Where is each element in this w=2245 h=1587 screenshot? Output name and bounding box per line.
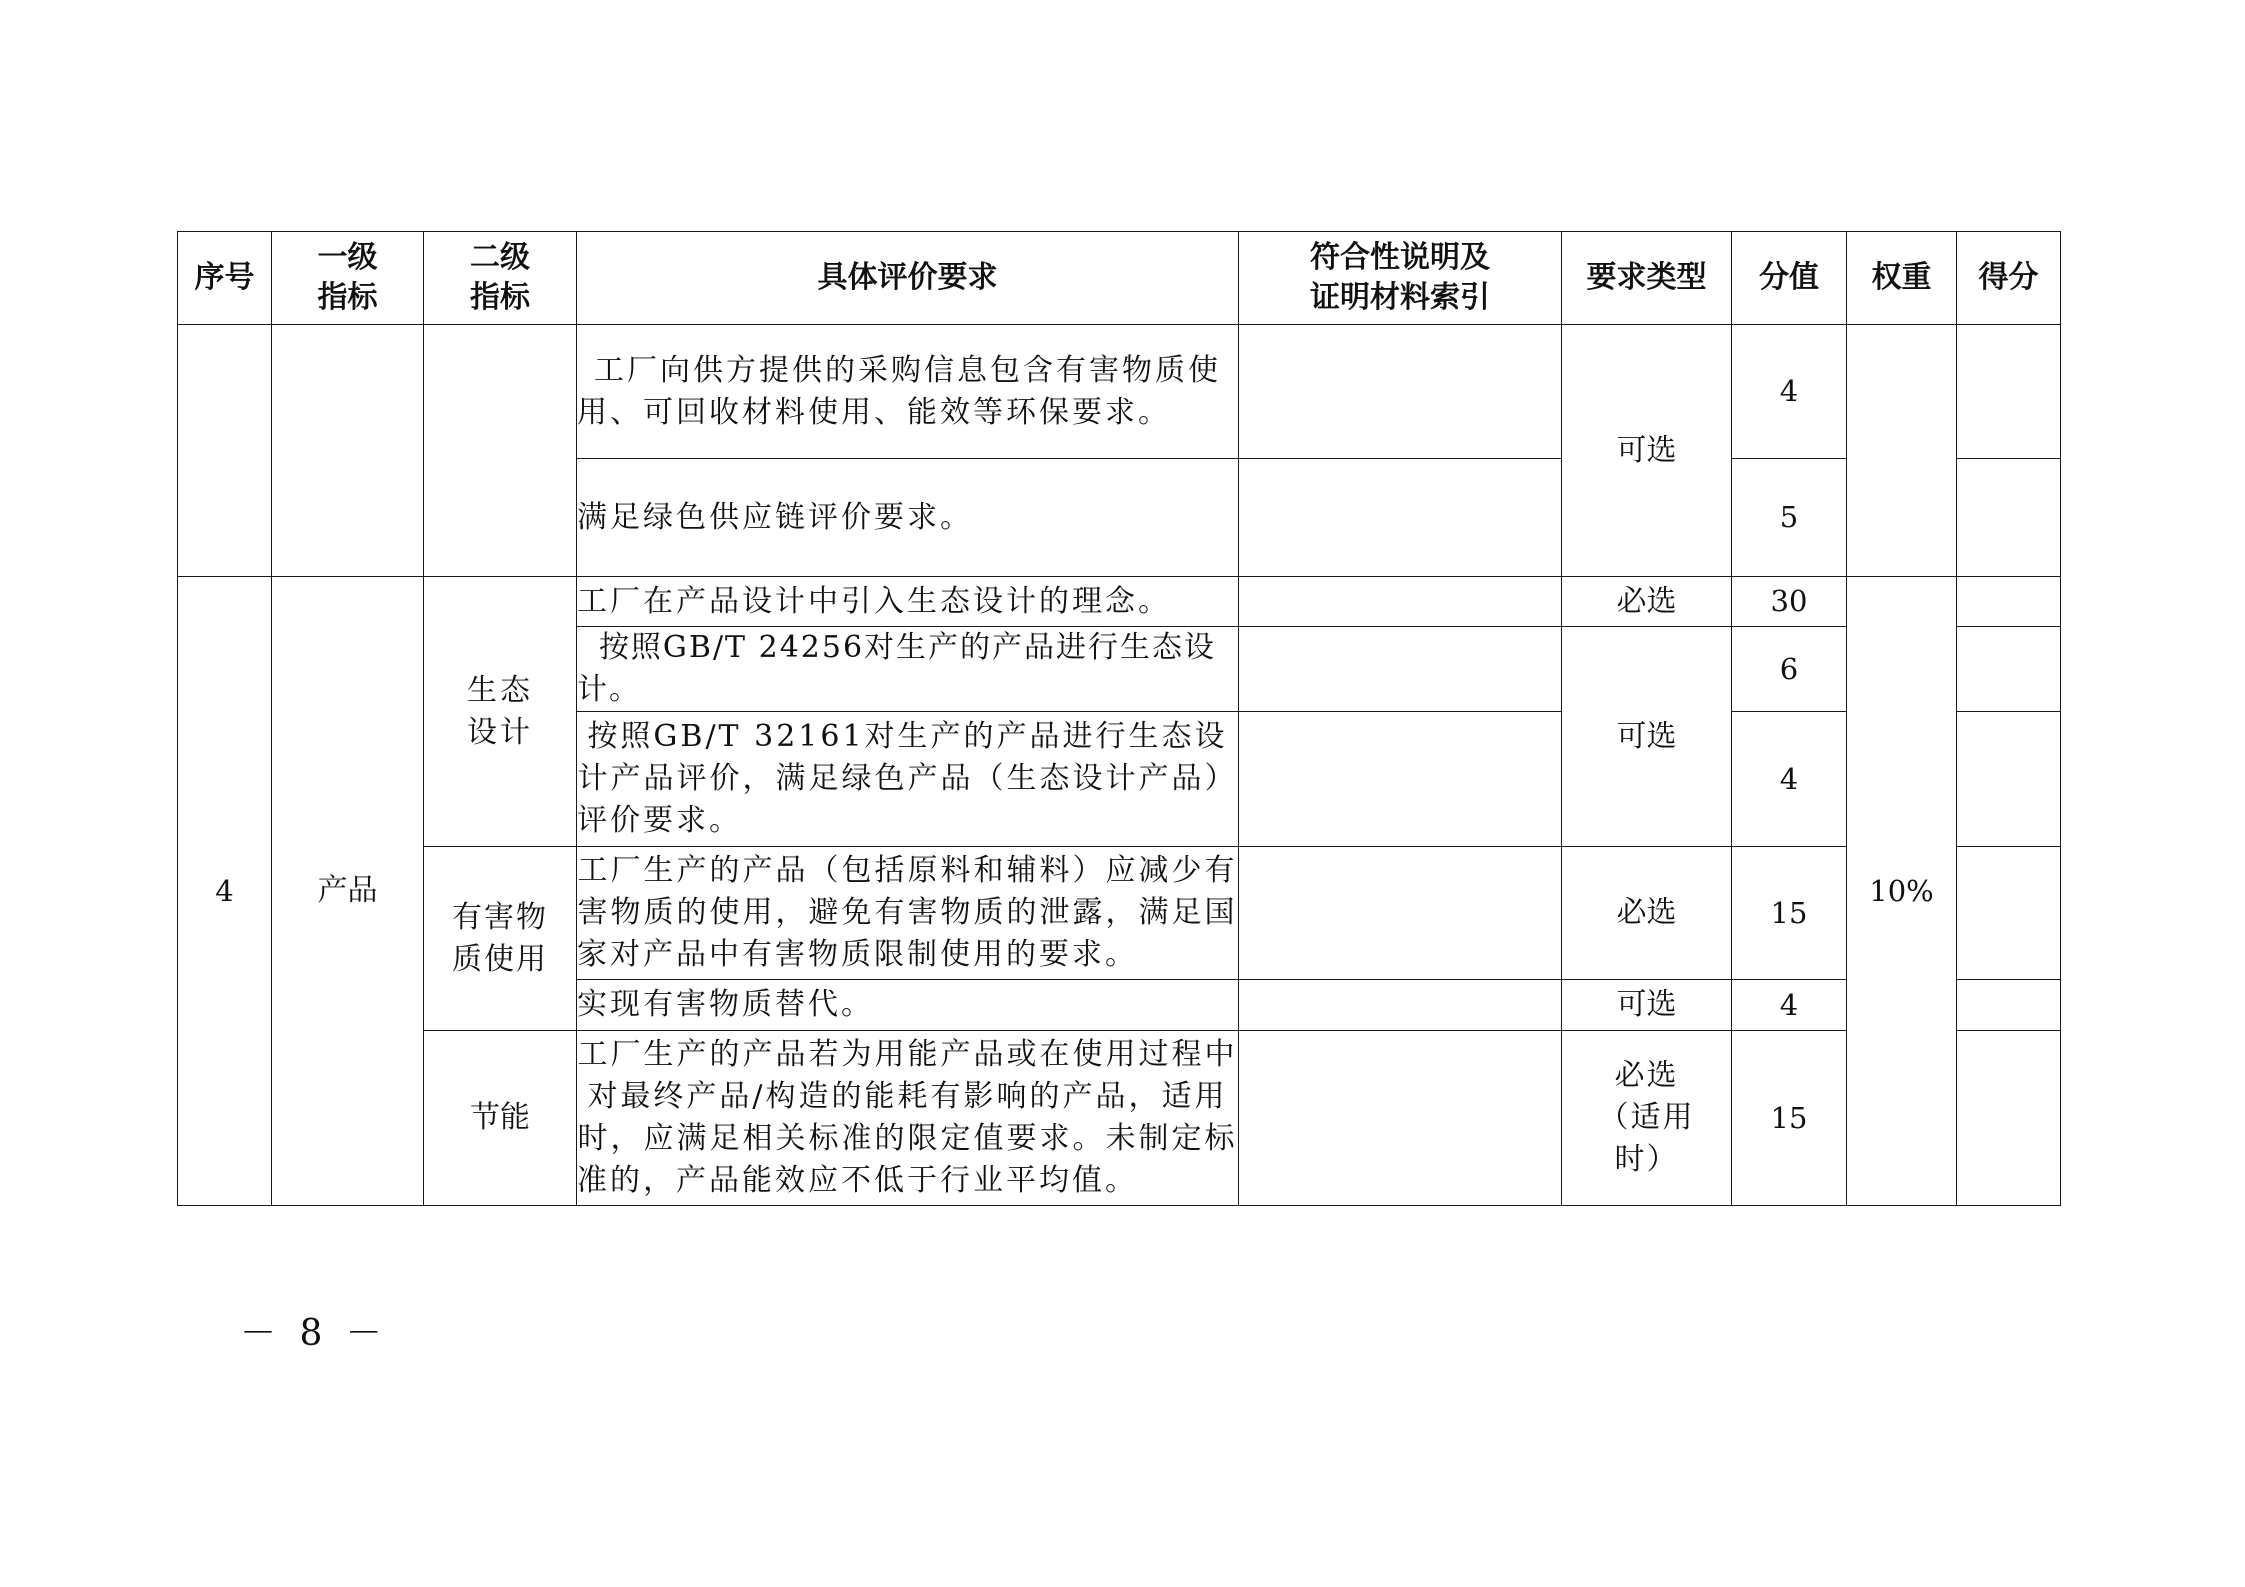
level1-cell-empty [272, 325, 424, 577]
score-cell: 30 [1732, 577, 1847, 627]
header-level2-line2: 指标 [470, 280, 530, 315]
requirement-cell: 工厂生产的产品若为用能产品或在使用过程中对最终产品/构造的能耗有影响的产品，适用时，应满足相关标准的限定值要求。未制定标准的，产品能效应不低于行业平均值。 [577, 1031, 1239, 1206]
requirement-cell: 实现有害物质替代。 [577, 980, 1239, 1031]
req-type-cell: 可选 [1562, 325, 1732, 577]
header-level2-line1: 二级 [470, 239, 530, 275]
weight-cell: 10% [1847, 577, 1957, 1206]
score-cell: 4 [1732, 712, 1847, 847]
table-row [178, 325, 2061, 459]
points-cell[interactable] [1957, 712, 2061, 847]
req-type-cell: 必选 [1562, 847, 1732, 980]
evidence-cell[interactable] [1239, 577, 1562, 627]
requirement-cell: 按照GB/T 32161对生产的产品进行生态设计产品评价，满足绿色产品（生态设计产品）评价要求。 [577, 712, 1239, 847]
score-cell: 4 [1732, 980, 1847, 1031]
score-cell: 15 [1732, 847, 1847, 980]
requirement-cell: 满足绿色供应链评价要求。 [577, 459, 1239, 577]
req-type-cell [1562, 1031, 1732, 1206]
weight-cell-empty [1847, 325, 1957, 577]
level2-cell-eco-design [424, 577, 577, 847]
level2-cell-empty [424, 325, 577, 577]
requirement-cell: 按照GB/T 24256对生产的产品进行生态设计。 [577, 627, 1239, 712]
requirement-cell: 工厂在产品设计中引入生态设计的理念。 [577, 577, 1239, 627]
header-points: 得分 [1957, 232, 2061, 325]
points-cell[interactable] [1957, 847, 2061, 980]
evidence-cell[interactable] [1239, 712, 1562, 847]
points-cell[interactable] [1957, 459, 2061, 577]
level2-label: 生态设计 [467, 672, 533, 750]
level2-cell-energy-saving: 节能 [424, 1031, 577, 1206]
header-row [178, 232, 2061, 325]
points-cell[interactable] [1957, 980, 2061, 1031]
evidence-cell[interactable] [1239, 847, 1562, 980]
table-row [178, 1031, 2061, 1206]
header-level1-line1: 一级 [317, 239, 378, 275]
req-type-cell: 必选 [1562, 577, 1732, 627]
evaluation-table [177, 231, 2061, 1206]
points-cell[interactable] [1957, 577, 2061, 627]
header-evidence-line2: 证明材料索引 [1310, 280, 1490, 315]
req-type-label: 必选（适用时） [1598, 1058, 1695, 1177]
level2-cell-hazardous-substances [424, 847, 577, 1031]
points-cell[interactable] [1957, 627, 2061, 712]
header-score: 分值 [1732, 232, 1847, 325]
req-type-cell: 可选 [1562, 627, 1732, 847]
seq-cell-empty [178, 325, 272, 577]
table-row [178, 847, 2061, 980]
header-level2 [424, 232, 577, 325]
header-requirement: 具体评价要求 [577, 232, 1239, 325]
header-level1 [272, 232, 424, 325]
score-cell: 4 [1732, 325, 1847, 459]
points-cell[interactable] [1957, 1031, 2061, 1206]
req-type-cell: 可选 [1562, 980, 1732, 1031]
requirement-cell: 工厂生产的产品（包括原料和辅料）应减少有害物质的使用，避免有害物质的泄露，满足国家对产品中有害物质限制使用的要求。 [577, 847, 1239, 980]
seq-cell: 4 [178, 577, 272, 1206]
evidence-cell[interactable] [1239, 980, 1562, 1031]
evidence-cell[interactable] [1239, 1031, 1562, 1206]
level1-cell: 产品 [272, 577, 424, 1206]
header-level1-line2: 指标 [317, 280, 378, 315]
score-cell: 5 [1732, 459, 1847, 577]
evidence-cell[interactable] [1239, 325, 1562, 459]
requirement-cell: 工厂向供方提供的采购信息包含有害物质使用、可回收材料使用、能效等环保要求。 [577, 325, 1239, 459]
points-cell[interactable] [1957, 325, 2061, 459]
header-weight: 权重 [1847, 232, 1957, 325]
page-number: － 8 － [240, 1313, 388, 1354]
table-row [178, 577, 2061, 627]
header-evidence-line1: 符合性说明及 [1310, 239, 1490, 275]
evidence-cell[interactable] [1239, 627, 1562, 712]
score-cell: 6 [1732, 627, 1847, 712]
header-evidence [1239, 232, 1562, 325]
header-req-type: 要求类型 [1562, 232, 1732, 325]
evidence-cell[interactable] [1239, 459, 1562, 577]
level2-label: 有害物质使用 [452, 899, 548, 977]
score-cell: 15 [1732, 1031, 1847, 1206]
header-seq: 序号 [178, 232, 272, 325]
